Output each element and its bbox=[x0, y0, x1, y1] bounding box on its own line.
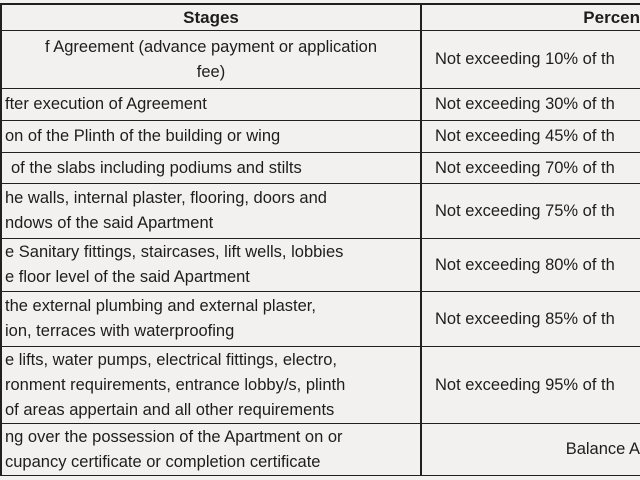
stage-text: e floor level of the said Apartment bbox=[5, 268, 250, 286]
percentage-cell bbox=[422, 31, 640, 88]
percentage-text: Balance A bbox=[565, 440, 640, 458]
table-row bbox=[2, 347, 640, 424]
stage-cell bbox=[2, 31, 422, 88]
stage-text: cupancy certificate or completion certificate bbox=[5, 452, 321, 471]
percentage-cell bbox=[422, 121, 640, 152]
table-row bbox=[2, 184, 640, 239]
stage-cell bbox=[2, 121, 422, 152]
stage-text: ronment requirements, entrance lobby/s, plinth bbox=[5, 375, 346, 394]
percentage-text: Not exceeding 80% of th bbox=[435, 255, 615, 274]
percentage-cell bbox=[422, 292, 640, 346]
stage-cell bbox=[2, 239, 422, 291]
table-row bbox=[2, 31, 640, 89]
stage-text: the external plumbing and external plaster, bbox=[5, 297, 316, 315]
stage-text: of the slabs including podiums and stilts bbox=[11, 158, 302, 177]
payment-stages-table bbox=[0, 3, 640, 476]
percentage-cell bbox=[422, 184, 640, 238]
percentage-text: Not exceeding 30% of th bbox=[435, 95, 615, 113]
table-row bbox=[2, 424, 640, 476]
stage-cell bbox=[2, 292, 422, 346]
stage-text: e Sanitary fittings, staircases, lift wells, lobbies bbox=[5, 243, 344, 261]
stage-text: ndows of the said Apartment bbox=[5, 214, 214, 232]
percentage-text: Not exceeding 95% of th bbox=[435, 375, 615, 394]
stage-text: f Agreement (advance payment or application bbox=[44, 37, 378, 56]
table-row bbox=[2, 239, 640, 292]
stages-header-label: Stages bbox=[183, 8, 239, 27]
percentage-cell bbox=[422, 424, 640, 475]
percentage-header-label: Percen bbox=[583, 7, 640, 27]
stage-cell bbox=[2, 424, 422, 475]
stage-text: fter execution of Agreement bbox=[5, 95, 207, 113]
table-row bbox=[2, 121, 640, 153]
stages-header-cell bbox=[2, 5, 422, 30]
percentage-cell bbox=[422, 239, 640, 291]
stage-text: of areas appertain and all other requirements bbox=[5, 400, 335, 419]
stage-text: fee) bbox=[196, 62, 226, 81]
stage-text: he walls, internal plaster, flooring, doors and bbox=[5, 189, 327, 207]
stage-cell bbox=[2, 89, 422, 120]
table-row bbox=[2, 89, 640, 121]
percentage-text: Not exceeding 10% of th bbox=[435, 50, 615, 68]
stage-cell bbox=[2, 184, 422, 238]
table-row bbox=[2, 153, 640, 184]
percentage-cell bbox=[422, 347, 640, 423]
percentage-text: Not exceeding 70% of th bbox=[435, 158, 615, 177]
table-row bbox=[2, 292, 640, 347]
percentage-cell bbox=[422, 89, 640, 120]
stage-text: ng over the possession of the Apartment on or bbox=[5, 427, 343, 446]
percentage-text: Not exceeding 45% of th bbox=[435, 127, 615, 145]
stage-cell bbox=[2, 347, 422, 423]
percentage-cell bbox=[422, 153, 640, 183]
percentage-header-cell bbox=[422, 5, 640, 30]
stage-text: ion, terraces with waterproofing bbox=[5, 322, 235, 340]
stage-cell bbox=[2, 153, 422, 183]
stage-text: e lifts, water pumps, electrical fittings, electro, bbox=[5, 350, 337, 369]
table-header-row bbox=[2, 5, 640, 31]
stage-text: on of the Plinth of the building or wing bbox=[5, 127, 281, 145]
percentage-text: Not exceeding 75% of th bbox=[435, 201, 615, 220]
percentage-text: Not exceeding 85% of th bbox=[435, 309, 615, 328]
